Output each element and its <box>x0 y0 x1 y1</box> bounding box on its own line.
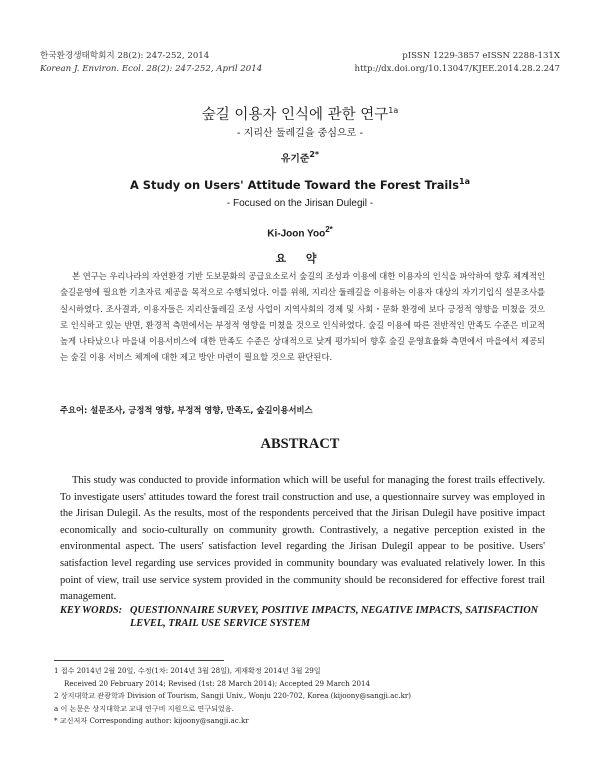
journal-citation <box>40 50 262 76</box>
abstract-english-heading: ABSTRACT <box>260 436 340 452</box>
title-korean <box>0 103 600 124</box>
footnote-received-en: Received 20 February 2014; Revised (1st: 28 March 2014); Accepted 29 March 2014 <box>64 678 371 688</box>
keywords-korean: 주요어: 설문조사, 긍정적 영향, 부정적 영향, 만족도, 숲길이용서비스 <box>60 405 313 415</box>
title-korean-text: 숲길 이용자 인식에 관한 연구 <box>201 107 389 123</box>
doi-link[interactable]: http://dx.doi.org/10.13047/KJEE.2014.28.2.247 <box>354 64 560 74</box>
journal-name-en: Korean J. Environ. Ecol. 28(2): 247-252, April 2014 <box>40 64 263 74</box>
author-english-name: Ki-Joon Yoo <box>267 228 326 240</box>
abstract-korean-body: 본 연구는 우리나라의 자연환경 기반 도보문화의 공급요소로서 숲길의 조성과 이용에 대한 이용자의 인식을 파악하여 향후 체계적인 숲길운영에 필요한 기초자료 제공을 목적으로 수행되었다. 이를 위해, 지리산 둘레길을 이용하는 이용자 대상의 자기기입식 설문조사를 실시하였다. 조사결과, 이용자들은 지리산둘레길 조성 사업이 지역사회의 경제 및 사회・문화 환경에 보다 긍정적 영향을 미쳤을 것으로 인식하고 있는 반면, 환경적 측면에서는 부정적 영향을 미쳤을 것으로 인식하였다. 숲길 이용에 따른 전반적인 만족도 수준은 비교적 높게 나타났으나 마을내 이용서비스에 대한 만족도 수준은 상대적으로 낮게 평가되어 향후 숲길 운영효율화 측면에서 마을에서 제공되는 숲길 이용 서비스 체계에 대한 제고 방안 마련이 필요할 것으로 판단된다. <box>60 271 545 363</box>
title-korean-footnote-mark: 1a <box>388 106 399 116</box>
author-english-footnote-mark: 2* <box>325 225 333 234</box>
keywords-english-list: QUESTIONNAIRE SURVEY, POSITIVE IMPACTS, NEGATIVE IMPACTS, SATISFACTION LEVEL, TRAIL USE SERVICE SYSTEM <box>130 605 539 629</box>
title-english-footnote-mark: 1a <box>459 177 470 186</box>
issn-line: pISSN 1229-3857 eISSN 2288-131X <box>402 51 560 61</box>
footnotes <box>54 665 554 728</box>
author-english <box>0 225 600 239</box>
keywords-english-label: KEY WORDS: <box>60 605 123 616</box>
journal-identifiers <box>355 50 560 76</box>
footnote-affiliation: 2 상지대학교 관광학과 Division of Tourism, Sangji Univ., Wonju 220-702, Korea (kijoony@sangji.ac.kr) <box>54 691 412 701</box>
footnote-divider <box>54 660 224 661</box>
footnote-corresponding-author: * 교신저자 Corresponding author: kijoony@sangji.ac.kr <box>54 716 249 726</box>
author-korean-footnote-mark: 2* <box>309 150 320 159</box>
footnote-received-ko: 1 접수 2014년 2월 20일, 수정(1차: 2014년 3월 28일), 게재확정 2014년 3월 29일 <box>54 666 321 675</box>
title-english <box>0 177 600 192</box>
journal-name-ko: 한국환경생태학회지 28(2): 247-252, 2014 <box>40 51 210 61</box>
author-korean <box>0 150 600 164</box>
subtitle-korean: - 지리산 둘레길을 중심으로 - <box>236 128 364 139</box>
title-english-text: A Study on Users' Attitude Toward the Forest Trails <box>130 177 459 192</box>
subtitle-english: - Focused on the Jirisan Dulegil - <box>226 198 374 209</box>
footnote-funding: a 이 논문은 상지대학교 교내 연구비 지원으로 연구되었음. <box>54 703 234 713</box>
abstract-korean-heading: 요 약 <box>275 252 325 265</box>
author-korean-name: 유기준 <box>280 153 310 165</box>
abstract-english-body: This study was conducted to provide information which will be useful for managing the forest trails effectively. To investigate users' attitudes toward the forest trail construction and use, a questionnaire survey was employed in the Jirisan Dulegil. As the results, most of the respondents perceived that the Jirisan Dulegil have positive impact economically and socio-culturally on community growth. Contrastively, a negative perception existed in the environmental aspect. The users' satisfaction level regarding the Jirisan Dulegil appear to be positive. Users' satisfaction level regarding use services provided in community boundary was evaluated relatively lower. In this point of view, trail use service system provided in the community should be reconsidered for effective forest trail management. <box>60 475 545 603</box>
keywords-english <box>60 604 545 630</box>
